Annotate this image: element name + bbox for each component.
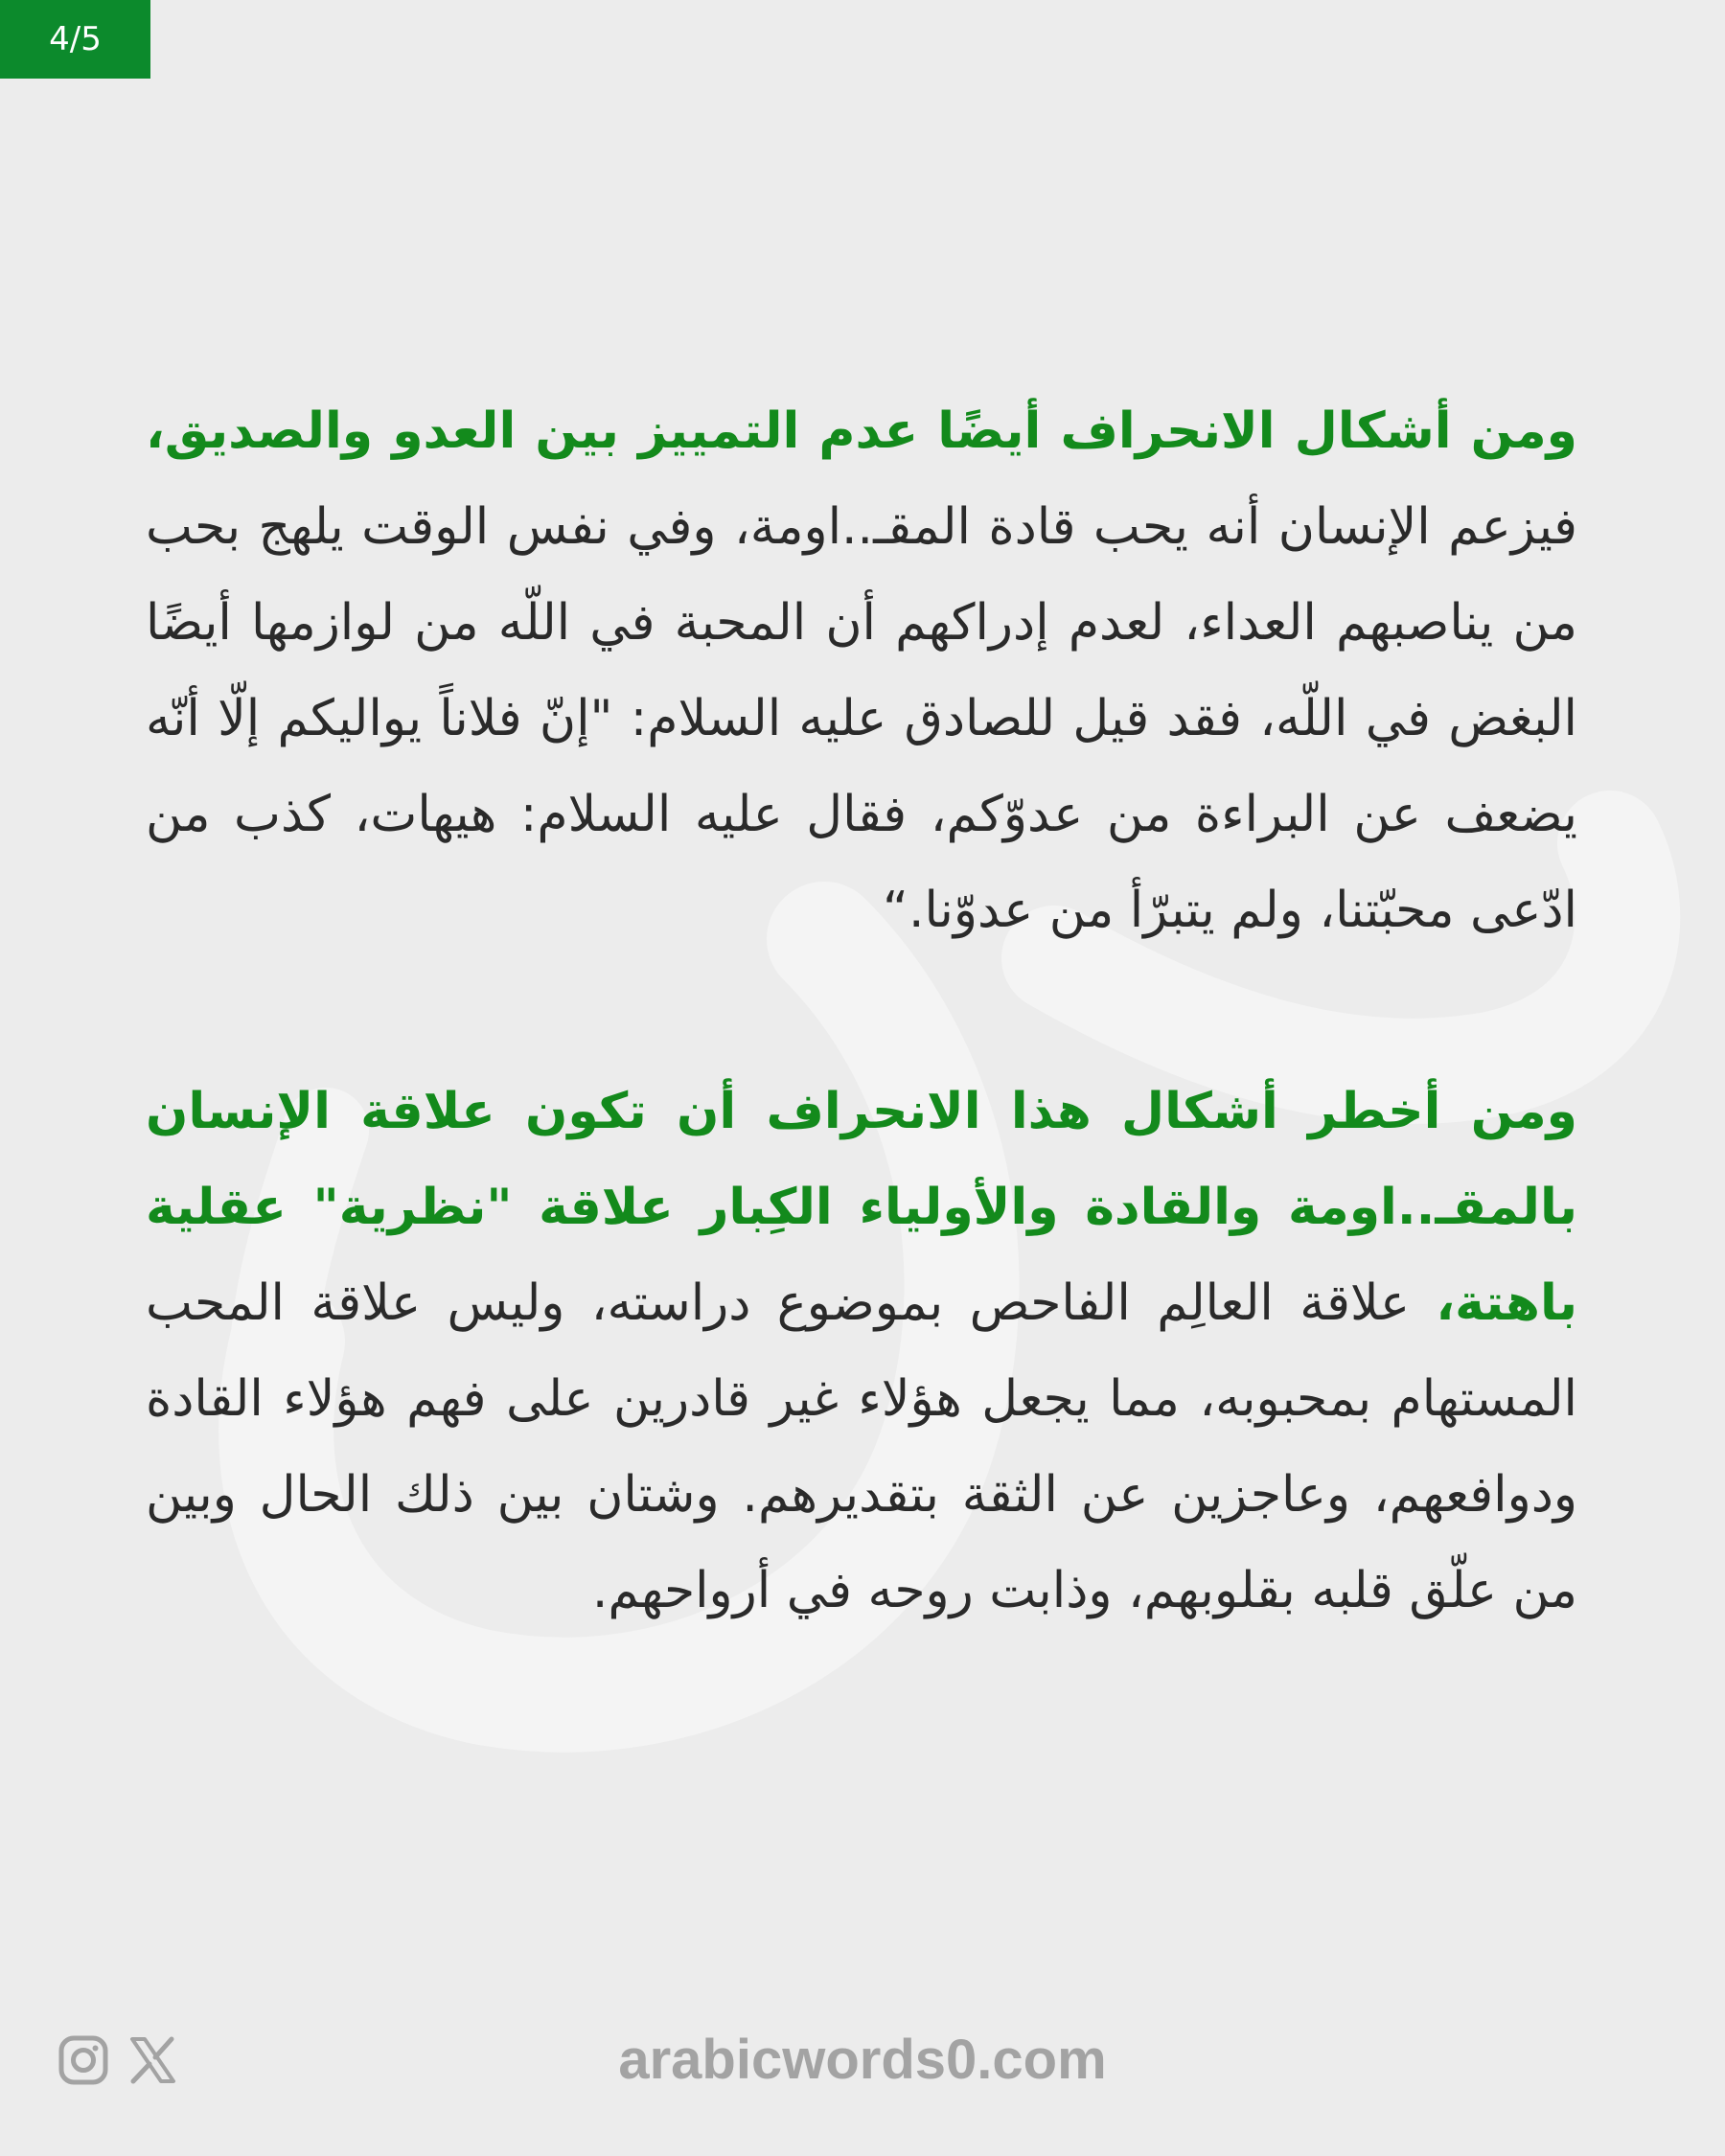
article-body: [146, 383, 1577, 1639]
page-indicator-badge: 4/5: [0, 0, 150, 79]
paragraph-1: [146, 383, 1577, 958]
paragraph-1-text: فيزعم الإنسان أنه يحب قادة المقـ..اومة، وفي نفس الوقت يلهج بحب من يناصبهم العداء، لعدم إدراكهم أن المحبة في اللّه من لوازمها أيضًا البغض في اللّه، فقد قيل للصادق عليه السلام: "إنّ فلاناً يواليكم إلّا أنّه يضعف عن البراءة من عدوّكم، فقال عليه السلام: هيهات، كذب من ادّعى محبّتنا، ولم يتبرّأ من عدوّنا.“: [146, 498, 1577, 939]
paragraph-1-highlight: ومن أشكال الانحراف أيضًا عدم التمييز بين العدو والصديق،: [146, 402, 1577, 460]
paragraph-2-highlight: ومن أخطر أشكال هذا الانحراف أن تكون علاقة الإنسان بالمقـ..اومة والقادة والأولياء الكِبار علاقة "نظرية" عقلية باهتة،: [146, 1083, 1577, 1332]
footer: [0, 2017, 1725, 2103]
website-url[interactable]: arabicwords0.com: [618, 2029, 1107, 2091]
paragraph-2-text: علاقة العالِم الفاحص بموضوع دراسته، وليس علاقة المحب المستهام بمحبوبه، مما يجعل هؤلاء غير قادرين على فهم هؤلاء القادة ودوافعهم، وعاجزين عن الثقة بتقديرهم. وشتان بين ذلك الحال وبين من علّق قلبه بقلوبهم، وذابت روحه في أرواحهم.: [146, 1274, 1577, 1619]
paragraph-2: [146, 1064, 1577, 1639]
